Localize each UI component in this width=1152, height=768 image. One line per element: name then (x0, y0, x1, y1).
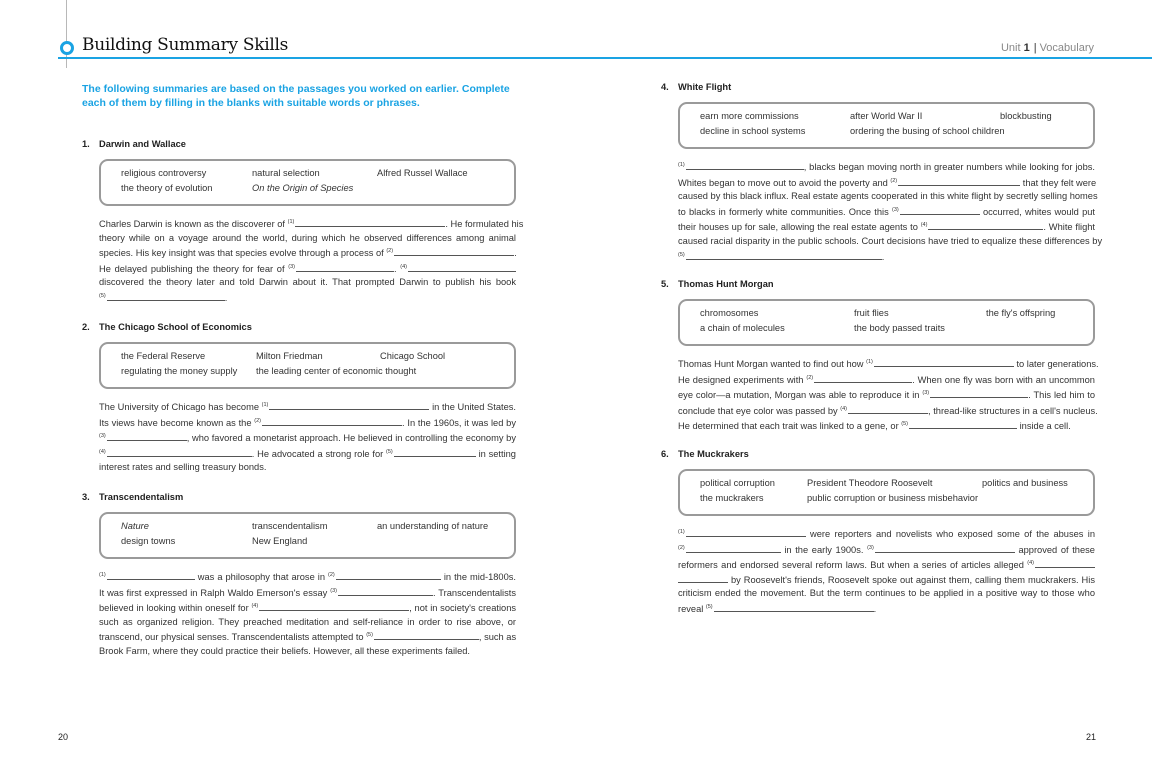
word-option: a chain of molecules (700, 323, 785, 333)
section-number: 4. (661, 82, 669, 92)
blank-number: (4) (840, 405, 848, 412)
text: conclude that eye color was passed by (678, 405, 838, 416)
text: Charles Darwin is known as the discoverer of (99, 219, 286, 229)
word-option: an understanding of nature (377, 521, 489, 531)
word-option: political corruption (700, 478, 775, 488)
text: . He formulated his (445, 219, 524, 229)
blank-number: (4) (251, 603, 259, 610)
word-bank (678, 102, 1095, 149)
blank-5[interactable] (686, 250, 882, 260)
section-title: Transcendentalism (99, 492, 184, 502)
text: theory while on a voyage around the world, during which he observed differences among animal (99, 232, 516, 243)
section-heading (661, 447, 1095, 461)
blank-number: (3) (330, 587, 337, 594)
word-option: ordering the busing of school children (850, 126, 1005, 136)
blank-number: (5) (901, 421, 908, 428)
text: eye color—a mutation, Morgan was able to reproduce it in (678, 390, 920, 401)
section-number: 5. (661, 279, 669, 289)
section-number: 3. (82, 492, 90, 502)
word-option: Chicago School (380, 351, 446, 361)
word-bank (99, 512, 516, 559)
text: Thomas Hunt Morgan wanted to find out how (678, 359, 864, 369)
word-option: New England (252, 536, 308, 546)
text: in the United States. (432, 402, 516, 412)
blank-3[interactable] (930, 388, 1028, 398)
blank-number: (5) (705, 603, 713, 610)
word-bank (678, 299, 1095, 346)
section-heading (661, 80, 1095, 94)
blank-1[interactable] (295, 217, 445, 227)
word-option: transcendentalism (252, 521, 328, 531)
text: in the mid-1800s. (443, 572, 516, 582)
text: . (393, 263, 397, 274)
blank-1[interactable] (269, 400, 429, 410)
word-option: decline in school systems (700, 126, 806, 136)
blank-2[interactable] (262, 416, 402, 426)
unit-separator: | (1033, 42, 1037, 54)
text: inside a cell. (1019, 421, 1071, 432)
word-option: after World War II (850, 111, 923, 121)
text: He delayed publishing the theory for fear of (99, 263, 285, 274)
text: He designed experiments with (678, 374, 804, 385)
blank-number: (4) (99, 448, 106, 455)
text: believed in looking within oneself for (99, 603, 249, 614)
blank-number: (2) (806, 374, 814, 381)
text: caused by this black influx. Real estate agents cooperated in this white flight by secretly selling homes (678, 191, 1098, 202)
word-option: Alfred Russel Wallace (377, 168, 468, 178)
word-bank (99, 342, 516, 389)
blank-4[interactable] (408, 262, 516, 272)
blank-4[interactable] (1035, 558, 1095, 568)
unit-section: Vocabulary (1039, 42, 1094, 54)
section-title: Thomas Hunt Morgan (678, 279, 774, 289)
word-option: the body passed traits (854, 323, 945, 333)
word-option: design towns (121, 536, 176, 546)
word-option: the leading center of economic thought (256, 366, 417, 376)
section-title: White Flight (678, 82, 732, 92)
word-option: the theory of evolution (121, 183, 213, 193)
blank-number: (2) (328, 572, 335, 578)
word-option: the fly's offspring (986, 308, 1056, 318)
word-option: the Federal Reserve (121, 351, 206, 361)
blank-number: (5) (366, 632, 373, 639)
blank-2[interactable] (394, 246, 514, 256)
blank-number: (1) (678, 162, 685, 168)
blank-number: (2) (254, 417, 262, 424)
text: It was first expressed in Ralph Waldo Emerson's essay (99, 587, 328, 598)
blank-number: (5) (386, 448, 393, 455)
word-option: natural selection (252, 168, 320, 178)
section-number: 1. (82, 139, 90, 149)
text: were reporters and novelists who exposed some of the abuses in (810, 529, 1095, 539)
section-title: Darwin and Wallace (99, 139, 186, 149)
section-number: 2. (82, 322, 90, 332)
word-option: regulating the money supply (121, 366, 238, 376)
word-option: the muckrakers (700, 493, 764, 503)
blank-number: (1) (99, 572, 106, 578)
blank-2[interactable] (814, 373, 912, 383)
page-number-right: 21 (1086, 732, 1097, 742)
word-option: Nature (121, 521, 149, 531)
blank-3[interactable] (338, 586, 433, 596)
word-option: chromosomes (700, 308, 759, 318)
word-option: earn more commissions (700, 111, 799, 121)
unit-label (1001, 42, 1094, 54)
text: in setting (478, 448, 516, 459)
section-transcendentalism (82, 490, 516, 659)
blank-number: (2) (678, 544, 685, 551)
text: by Roosevelt's friends, Roosevelt spoke out against them, calling them muckrakers. His (730, 574, 1095, 585)
word-option: blockbusting (1000, 111, 1052, 121)
blank-number: (4) (400, 263, 407, 270)
summary-paragraph (678, 526, 1095, 617)
blank-number: (1) (678, 529, 685, 535)
blank-4[interactable] (848, 404, 928, 414)
blank-2[interactable] (898, 176, 1020, 186)
title-bullet-icon (60, 41, 74, 55)
word-option: On the Origin of Species (252, 183, 354, 193)
text: was a philosophy that arose in (197, 572, 326, 582)
blank-number: (3) (867, 544, 874, 551)
page-title: Building Summary Skills (82, 35, 289, 55)
section-heading (661, 277, 1095, 291)
page-number-left: 20 (58, 732, 69, 742)
text: their houses up for sale, allowing the real estate agents to (678, 222, 918, 233)
instructions: The following summaries are based on the passages you worked on earlier. Complete each of them by filling in the blanks with suitable words or phrases. (82, 83, 510, 109)
section-number: 6. (661, 449, 669, 459)
blank-number: (5) (678, 251, 685, 258)
text: , thread-like structures in a cell's nucleus. (928, 405, 1098, 416)
text: . He advocated a strong role for (251, 448, 384, 459)
text: occurred, whites would put (982, 206, 1095, 217)
text: Its views have become known as the (99, 417, 252, 428)
unit-word: Unit (1000, 42, 1021, 54)
blank-number: (3) (288, 263, 295, 270)
blank-number: (5) (99, 292, 106, 299)
header-rule (58, 57, 1152, 59)
blank-1[interactable] (874, 357, 1014, 367)
text: . Transcendentalists (432, 587, 516, 598)
text: . (873, 603, 877, 614)
text: discovered the theory later and told Darwin about it. That prompted Darwin to publish his book (99, 277, 516, 288)
summary-paragraph (99, 569, 516, 659)
section-white-flight (661, 80, 1103, 264)
text: . This led him to (1028, 390, 1095, 401)
text: . White flight (1043, 222, 1096, 233)
text: Whites began to move out to avoid the poverty and (678, 177, 888, 188)
text: species. His key insight was that species evolve through a process of (99, 248, 384, 259)
text: that they felt were (1022, 177, 1097, 188)
word-option: religious controversy (121, 168, 207, 178)
blank-1[interactable] (686, 160, 804, 170)
section-darwin (82, 137, 524, 306)
blank-4[interactable] (259, 601, 409, 611)
blank-4[interactable] (928, 220, 1043, 230)
blank-3[interactable] (107, 431, 187, 441)
text: , blacks began moving north in greater numbers while looking for jobs. (803, 162, 1095, 172)
word-option: Milton Friedman (256, 351, 323, 361)
text: interest rates and selling treasury bonds. (99, 462, 267, 473)
blank-3[interactable] (875, 543, 1015, 553)
text: . (514, 248, 517, 259)
word-option: politics and business (982, 478, 1068, 488)
section-title: The Chicago School of Economics (99, 322, 252, 332)
text: , who favored a monetarist approach. He believed in controlling the economy by (186, 433, 516, 444)
summary-paragraph (99, 399, 516, 475)
blank-number: (1) (287, 219, 295, 225)
text: Brook Farm, where they could practice their beliefs. However, all these experiments failed. (99, 645, 471, 656)
section-heading (82, 137, 516, 151)
text: reformers and endorsed several reform laws. But when a series of articles alleged (678, 560, 1024, 571)
blank-5[interactable] (714, 602, 874, 612)
text: , not in society's creations (409, 603, 517, 614)
text: . In the 1960s, it was led by (402, 417, 516, 428)
blank-number: (1) (261, 402, 269, 408)
unit-number: 1 (1023, 42, 1030, 54)
blank-2[interactable] (336, 570, 441, 580)
text: such as organized religion. They preached meditation and self-reliance in order to rise above, or (99, 616, 516, 627)
word-bank (99, 159, 516, 206)
blank-number: (2) (386, 248, 394, 255)
section-heading (82, 320, 516, 334)
blank-number: (2) (890, 177, 898, 184)
blank-5[interactable] (394, 447, 476, 457)
summary-paragraph (678, 159, 1103, 264)
blank-3[interactable] (296, 262, 394, 272)
section-muckrakers (661, 447, 1095, 617)
blank-number: (3) (922, 390, 930, 397)
text: in the early 1900s. (784, 544, 864, 555)
text: The University of Chicago has become (99, 402, 260, 412)
text: criticism ended the movement. But the term continues to be applied in a positive way to those who (678, 588, 1095, 599)
text: to later generations. (1016, 359, 1099, 369)
text: . (224, 292, 228, 303)
text: to blacks in formerly white communities. Once this (678, 206, 889, 217)
blank-number: (3) (99, 433, 106, 440)
section-heading (82, 490, 516, 504)
blank-4-continued[interactable] (678, 573, 728, 583)
blank-1[interactable] (686, 527, 806, 537)
blank-number: (3) (891, 206, 899, 213)
summary-paragraph (99, 216, 524, 306)
word-option: fruit flies (854, 308, 889, 318)
section-title: The Muckrakers (678, 449, 749, 459)
blank-number: (4) (1027, 560, 1034, 567)
blank-1[interactable] (107, 570, 195, 580)
text: caused racial disparity in the public schools. Court decisions have tried to equalize these differences by (678, 235, 1103, 246)
text: , such as (478, 632, 517, 643)
blank-5[interactable] (909, 419, 1017, 429)
word-option: President Theodore Roosevelt (807, 478, 933, 488)
text: transcend, our physical senses. Transcendentalists attempted to (99, 632, 364, 643)
word-bank (678, 469, 1095, 516)
text: . When one fly was born with an uncommon (912, 374, 1095, 385)
blank-number: (1) (866, 359, 873, 365)
blank-3[interactable] (900, 205, 980, 215)
blank-4[interactable] (107, 447, 252, 457)
blank-5[interactable] (374, 630, 479, 640)
text: He determined that each trait was linked to a gene, or (678, 421, 899, 432)
text: . (881, 251, 885, 262)
blank-2[interactable] (686, 543, 781, 553)
section-chicago-school (82, 320, 516, 475)
text: approved of these (1018, 544, 1095, 555)
summary-paragraph (678, 356, 1099, 434)
word-option: public corruption or business misbehavior (807, 493, 979, 503)
section-thomas-hunt-morgan (661, 277, 1099, 434)
text: reveal (678, 603, 704, 614)
blank-number: (4) (920, 222, 928, 229)
blank-5[interactable] (107, 291, 225, 301)
